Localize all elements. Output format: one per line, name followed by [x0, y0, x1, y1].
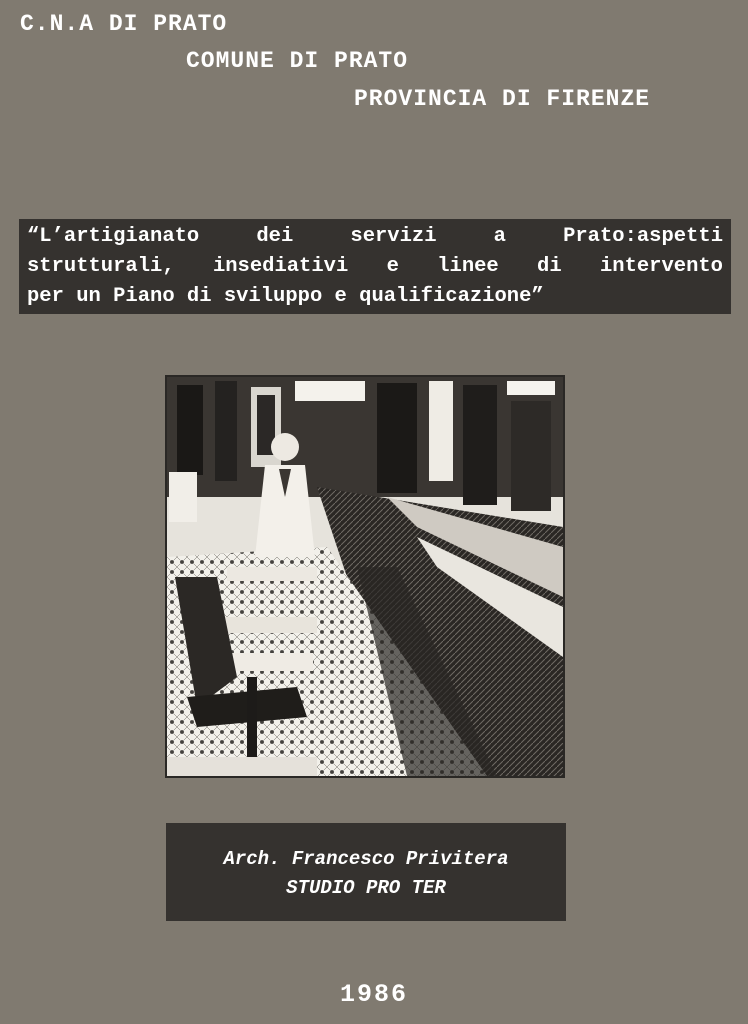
header-provincia: PROVINCIA DI FIRENZE	[354, 86, 651, 112]
title-box	[19, 219, 731, 314]
author-studio: STUDIO PRO TER	[286, 877, 446, 899]
title-line-3: per un Piano di sviluppo e qualificazione”	[27, 285, 544, 308]
publication-year: 1986	[339, 980, 408, 1009]
header-cna: C.N.A DI PRATO	[20, 11, 228, 37]
title-line-2: strutturali, insediativi e linee di intervento	[27, 255, 723, 278]
barber-shop-illustration	[167, 377, 563, 776]
author-box	[166, 823, 566, 921]
author-name: Arch. Francesco Privitera	[223, 848, 509, 870]
header-comune: COMUNE DI PRATO	[186, 48, 409, 74]
barber-shop-photo	[165, 375, 565, 778]
title-line-1: “L’artigianato dei servizi a Prato:aspetti	[27, 225, 723, 248]
